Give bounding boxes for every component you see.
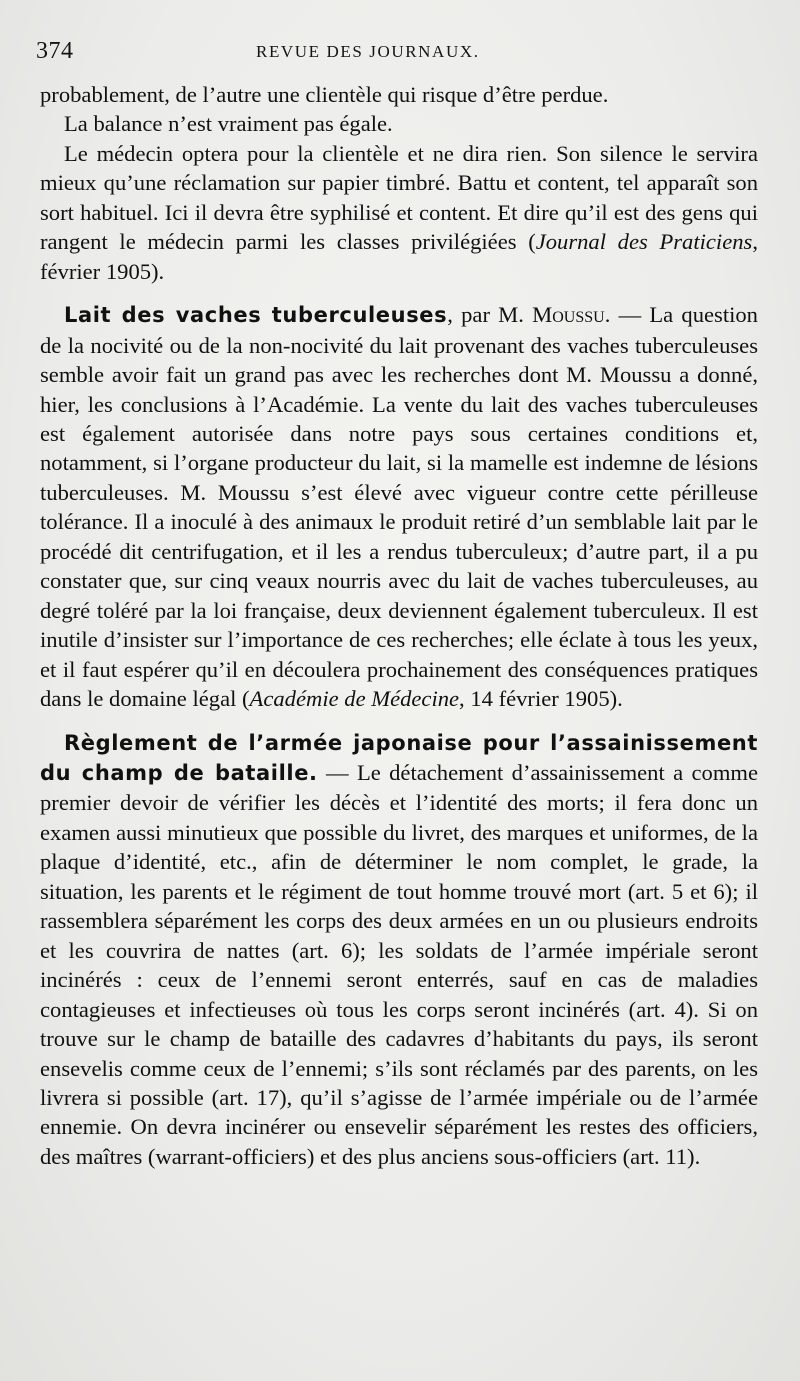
article-lait-vaches [40, 300, 758, 713]
paragraph [40, 139, 758, 286]
page-header [36, 38, 760, 70]
section-spacer [40, 286, 758, 300]
source-citation: Journal des Praticiens [535, 229, 753, 255]
byline: , par M. [447, 302, 533, 328]
citation-date: , 14 février 1905). [459, 686, 623, 712]
paragraph-text: La balance n’est vraiment pas égale. [64, 111, 393, 137]
page-number: 374 [36, 38, 74, 64]
article-text: . — La question de la nocivité ou de la non-nocivité du lait provenant des vaches tuberculeuses semble avoir fait un grand pas avec les recherches dont M. Moussu a donné, hier, les conclusions à l’Académie. La vente du lait des vaches tuberculeuses est également autorisée dans notre pays sous certaines conditions et, notamment, si l’organe producteur du lait, si la mamelle est indemne de lésions tuberculeuses. M. Moussu s’est élevé avec vigueur contre cette périlleuse tolérance. Il a inoculé à des animaux le produit retiré d’un semblable lait par le procédé dit centrifugation, et il les a rendus tuberculeux; d’autre part, il a pu constater que, sur cinq veaux nourris avec du lait de vaches tuberculeuses, au degré toléré par la loi française, deux deviennent également tuberculeux. Il est inutile d’insister sur l’importance de ces recherches; elle éclate à tous les yeux, et il faut espérer qu’il en découlera prochainement des conséquences pratiques dans le domaine légal ( [40, 302, 758, 712]
paragraph [40, 109, 758, 138]
citation-date: , février 1905). [40, 229, 758, 284]
paragraph-text: Le médecin optera pour la clientèle et ne dira rien. Son silence le servira mieux qu’une réclamation sur papier timbré. Battu et content, tel apparaît son sort habituel. Ici il devra être syphilisé et content. Et dire qu’il est des gens qui rangent le médecin parmi les classes privilégiées ( [40, 140, 758, 255]
article-title: Règlement de l’armée japonaise pour l’assainissement du champ de bataille. [40, 730, 758, 785]
section-spacer [40, 714, 758, 728]
article-title: Lait des vaches tuberculeuses [64, 303, 448, 328]
article-body [40, 80, 758, 1171]
paragraph-text: probablement, de l’autre une clientèle qui risque d’être perdue. [40, 82, 609, 107]
article-author: Moussu [532, 302, 605, 328]
running-title: REVUE DES JOURNAUX. [256, 42, 480, 61]
source-citation: Académie de Médecine [249, 686, 460, 712]
article-text: — Le détachement d’assainissement a comme premier devoir de vérifier les décès et l’identité des morts; il fera donc un examen aussi minutieux que possible du livret, des marques et uniformes, de la plaque d’identité, etc., afin de déterminer le nom complet, le grade, la situation, les parents et le régiment de tout homme trouvé mort (art. 5 et 6); il rassemblera séparément les corps des deux armées en un ou plusieurs endroits et les couvrira de nattes (art. 6); les soldats de l’armée impériale seront incinérés : ceux de l’ennemi seront enterrés, sauf en cas de maladies contagieuses et infectieuses où tous les corps seront incinérés (art. 4). Si on trouve sur le champ de bataille des cadavres d’habitants du pays, ils seront ensevelis comme ceux de l’ennemi; s’ils sont réclamés par des parents, on les livrera si possible (art. 17), qu’il s’agisse de l’armée impériale ou de l’armée ennemie. On devra incinérer ou ensevelir séparément les restes des officiers, des maîtres (warrant-officiers) et des plus anciens sous-officiers (art. 11). [40, 759, 758, 1169]
article-reglement-armee [40, 728, 758, 1172]
continued-paragraph [40, 80, 758, 109]
